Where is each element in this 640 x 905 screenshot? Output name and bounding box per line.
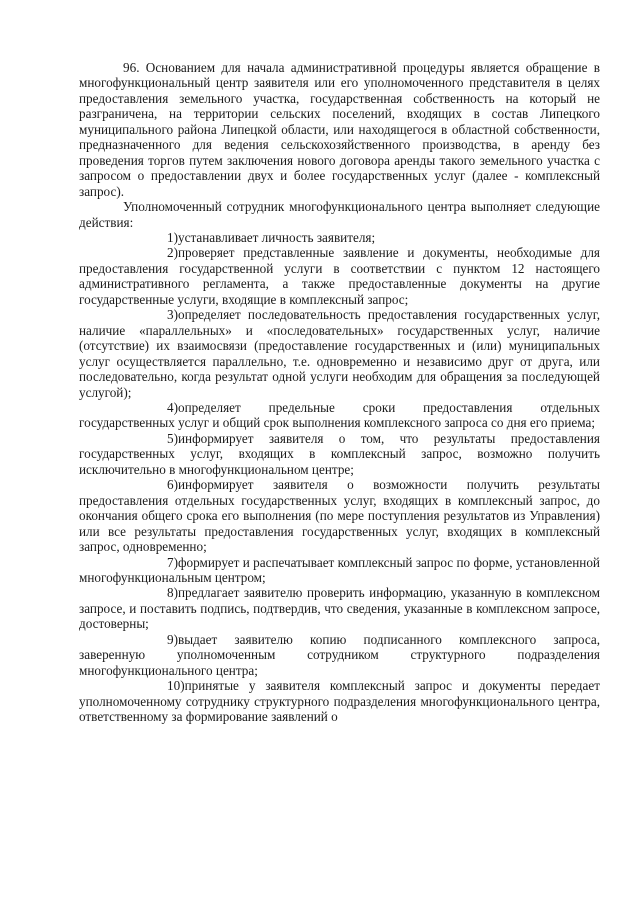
- list-item-6: [79, 477, 600, 554]
- list-item-8: [79, 585, 600, 631]
- list-item-number: 10): [167, 678, 185, 694]
- list-item-text: информирует заявителя о том, что результаты предоставления государственных услуг, входящих в комплексный запрос, возможно получить исключительно в многофункциональном центре;: [79, 430, 600, 477]
- list-item-number: 8): [167, 585, 178, 601]
- list-item-number: 7): [167, 554, 178, 570]
- list-item-number: 1): [167, 229, 178, 245]
- list-item-5: [79, 431, 600, 477]
- paragraph-actions-lead: Уполномоченный сотрудник многофункционального центра выполняет следующие действия:: [79, 199, 600, 230]
- list-item-9: [79, 632, 600, 678]
- list-item-number: 3): [167, 307, 178, 323]
- list-item-10: [79, 678, 600, 724]
- list-item-text: устанавливает личность заявителя;: [178, 229, 376, 245]
- list-item-text: информирует заявителя о возможности получить результаты предоставления отдельных государственных услуг, входящих в комплексный запрос, до окончания общего срока его выполнения (по мере поступления результатов из Управления) или все результаты предоставления государственных услуг, входящих в комплексный запрос, одновременно;: [79, 477, 600, 555]
- list-item-3: [79, 307, 600, 400]
- list-item-text: выдает заявителю копию подписанного комплексного запроса, заверенную уполномоченным сотрудником структурного подразделения многофункционального центра;: [79, 631, 600, 678]
- paragraph-intro: 96. Основанием для начала административной процедуры является обращение в многофункциональный центр заявителя или его уполномоченного представителя в целях предоставления земельного участка, государственная собственность на который не разграничена, на территории сельских поселений, входящих в состав Липецкого муниципального района Липецкой области, или находящегося в областной собственности, предназначенного для ведения сельскохозяйственного производства, в аренду без проведения торгов путем заключения нового договора аренды такого земельного участка с запросом о предоставлении двух и более государственных услуг (далее - комплексный запрос).: [79, 60, 600, 199]
- list-item-number: 9): [167, 631, 178, 647]
- list-item-number: 5): [167, 430, 178, 446]
- list-item-4: [79, 400, 600, 431]
- list-item-2: [79, 245, 600, 307]
- list-item-text: принятые у заявителя комплексный запрос и документы передает уполномоченному сотруднику структурного подразделения многофункционального центра, ответственному за формирование заявлений о: [79, 678, 600, 725]
- list-item-7: [79, 555, 600, 586]
- list-item-number: 6): [167, 477, 178, 493]
- list-item-text: предлагает заявителю проверить информацию, указанную в комплексном запросе, и поставить подпись, подтвердив, что сведения, указанные в комплексном запросе, достоверны;: [79, 585, 600, 632]
- list-item-text: проверяет представленные заявление и документы, необходимые для предоставления государственной услуги в соответствии с пунктом 12 настоящего административного регламента, а также предоставленные документы на другие государственные услуги, входящие в комплексный запрос;: [79, 245, 600, 307]
- list-item-text: определяет последовательность предоставления государственных услуг, наличие «параллельных» и «последовательных» государственных услуг, наличие (отсутствие) их взаимосвязи (предоставление государственных и (или) муниципальных услуг осуществляется параллельно, т.е. одновременно и независимо друг от друга, или последовательно, когда результат одной услуги необходим для обращения за последующей услугой);: [79, 307, 600, 400]
- list-item-1: [79, 230, 600, 245]
- list-item-text: формирует и распечатывает комплексный запрос по форме, установленной многофункциональным центром;: [79, 554, 600, 585]
- list-item-number: 4): [167, 399, 178, 415]
- list-item-number: 2): [167, 245, 178, 261]
- document-page: [79, 60, 600, 724]
- list-item-text: определяет предельные сроки предоставления отдельных государственных услуг и общий срок выполнения комплексного запроса со дня его приема;: [79, 399, 600, 431]
